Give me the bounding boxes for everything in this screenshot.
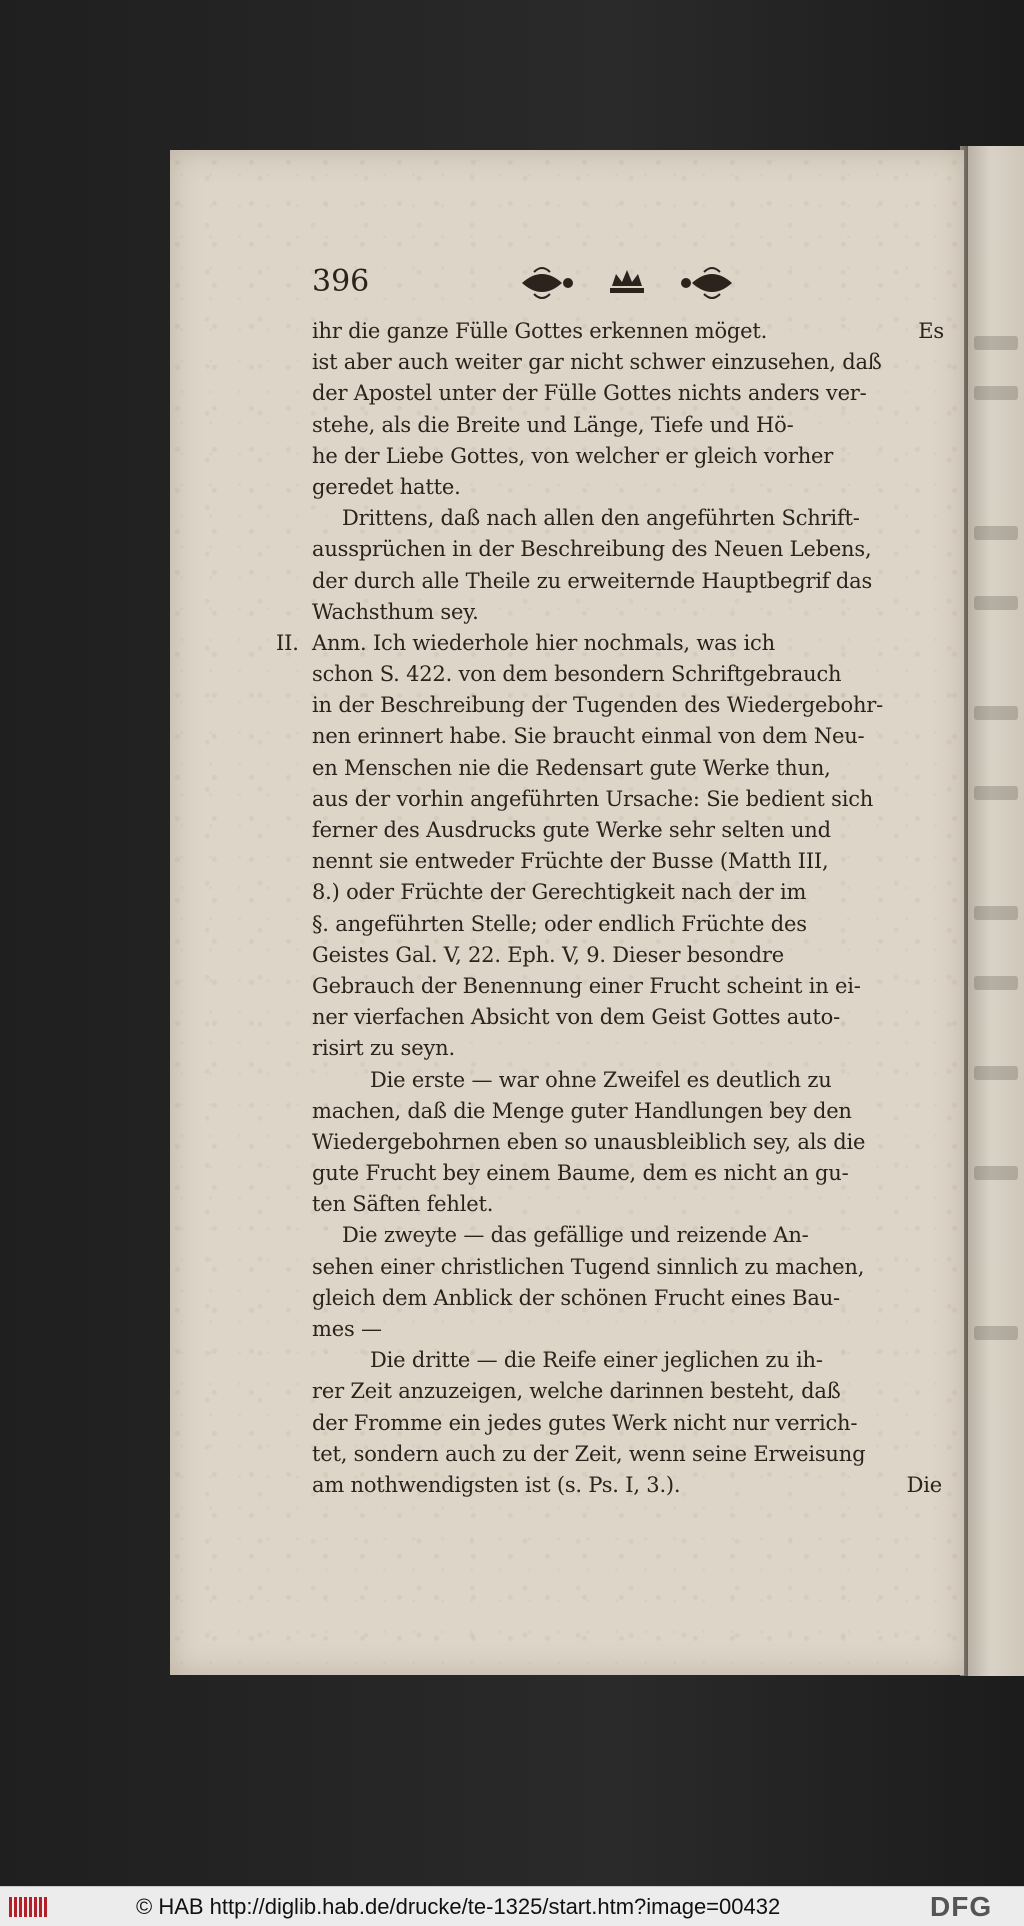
book-page xyxy=(170,150,964,1675)
text-line: Drittens, daß nach allen den angeführten Schrift- xyxy=(342,506,860,531)
text-line: gleich dem Anblick der schönen Frucht eines Bau- xyxy=(312,1285,840,1310)
text-line-content: am nothwendigsten ist (s. Ps. I, 3.). xyxy=(312,1472,681,1497)
text-line: Die zweyte — das gefällige und reizende An- xyxy=(342,1223,809,1248)
text-line: der Apostel unter der Fülle Gottes nichts anders ver- xyxy=(312,381,867,406)
page-number: 396 xyxy=(312,264,370,299)
text-line: §. angeführten Stelle; oder endlich Früchte des xyxy=(312,911,807,936)
catchword: Die xyxy=(906,1472,942,1497)
text-line: in der Beschreibung der Tugenden des Wiedergebohr- xyxy=(312,693,884,718)
text-line: Die erste — war ohne Zweifel es deutlich zu xyxy=(370,1067,832,1092)
text-line: nen erinnert habe. Sie braucht einmal von dem Neu- xyxy=(312,724,865,749)
text-line: Wiedergebohrnen eben so unausbleiblich sey, als die xyxy=(312,1129,866,1154)
margin-marker: II. xyxy=(276,630,299,655)
text-line: ten Säften fehlet. xyxy=(312,1192,494,1217)
text-line: schon S. 422. von dem besondern Schriftgebrauch xyxy=(312,662,842,687)
text-line: ist aber auch weiter gar nicht schwer einzusehen, daß xyxy=(312,350,882,375)
text-line: ner vierfachen Absicht von dem Geist Gottes auto- xyxy=(312,1005,840,1030)
text-line: nennt sie entweder Früchte der Busse (Matth III, xyxy=(312,849,829,874)
text-line: aus der vorhin angeführten Ursache: Sie bedient sich xyxy=(312,786,874,811)
text-line: machen, daß die Menge guter Handlungen bey den xyxy=(312,1098,852,1123)
text-line: en Menschen nie die Redensart gute Werke thun, xyxy=(312,755,831,780)
text-line: he der Liebe Gottes, von welcher er gleich vorher xyxy=(312,443,834,468)
body-text xyxy=(276,316,944,1501)
text-line: Wachsthum sey. xyxy=(312,599,479,624)
line-end-word: Es xyxy=(918,319,944,343)
text-line xyxy=(312,1470,942,1501)
library-logo-icon xyxy=(8,1894,48,1920)
text-line-content: Anm. Ich wiederhole hier nochmals, was ich xyxy=(312,630,775,655)
text-line xyxy=(312,316,944,347)
text-line: mes — xyxy=(312,1317,382,1341)
next-page-edge xyxy=(968,146,1024,1676)
copyright-link[interactable]: © HAB http://diglib.hab.de/drucke/te-1325/start.htm?image=00432 xyxy=(136,1894,781,1919)
text-line: risirt zu seyn. xyxy=(312,1036,455,1061)
text-line: tet, sondern auch zu der Zeit, wenn seine Erweisung xyxy=(312,1441,866,1466)
text-line: stehe, als die Breite und Länge, Tiefe und Hö- xyxy=(312,412,794,437)
text-line: der durch alle Theile zu erweiternde Hauptbegrif das xyxy=(312,568,873,593)
printer-ornament-icon xyxy=(512,258,742,308)
page-header xyxy=(312,258,782,308)
text-line: 8.) oder Früchte der Gerechtigkeit nach der im xyxy=(312,880,807,905)
footer-bar xyxy=(0,1886,1024,1926)
text-line-content: ihr die ganze Fülle Gottes erkennen möget. xyxy=(312,319,768,343)
text-line: gute Frucht bey einem Baume, dem es nicht an gu- xyxy=(312,1161,849,1186)
text-line: Die dritte — die Reife einer jeglichen zu ih- xyxy=(370,1348,823,1373)
text-line: rer Zeit anzuzeigen, welche darinnen besteht, daß xyxy=(312,1379,841,1404)
text-line: aussprüchen in der Beschreibung des Neuen Lebens, xyxy=(312,537,872,562)
text-line: geredet hatte. xyxy=(312,474,461,499)
text-line: der Fromme ein jedes gutes Werk nicht nur verrich- xyxy=(312,1410,858,1435)
text-line: sehen einer christlichen Tugend sinnlich zu machen, xyxy=(312,1254,865,1279)
text-line: Gebrauch der Benennung einer Frucht scheint in ei- xyxy=(312,973,861,998)
text-line xyxy=(276,628,916,659)
text-line: ferner des Ausdrucks gute Werke sehr selten und xyxy=(312,818,831,842)
dfg-logo: DFG xyxy=(930,1891,993,1922)
text-line: Geistes Gal. V, 22. Eph. V, 9. Dieser besondre xyxy=(312,942,784,967)
